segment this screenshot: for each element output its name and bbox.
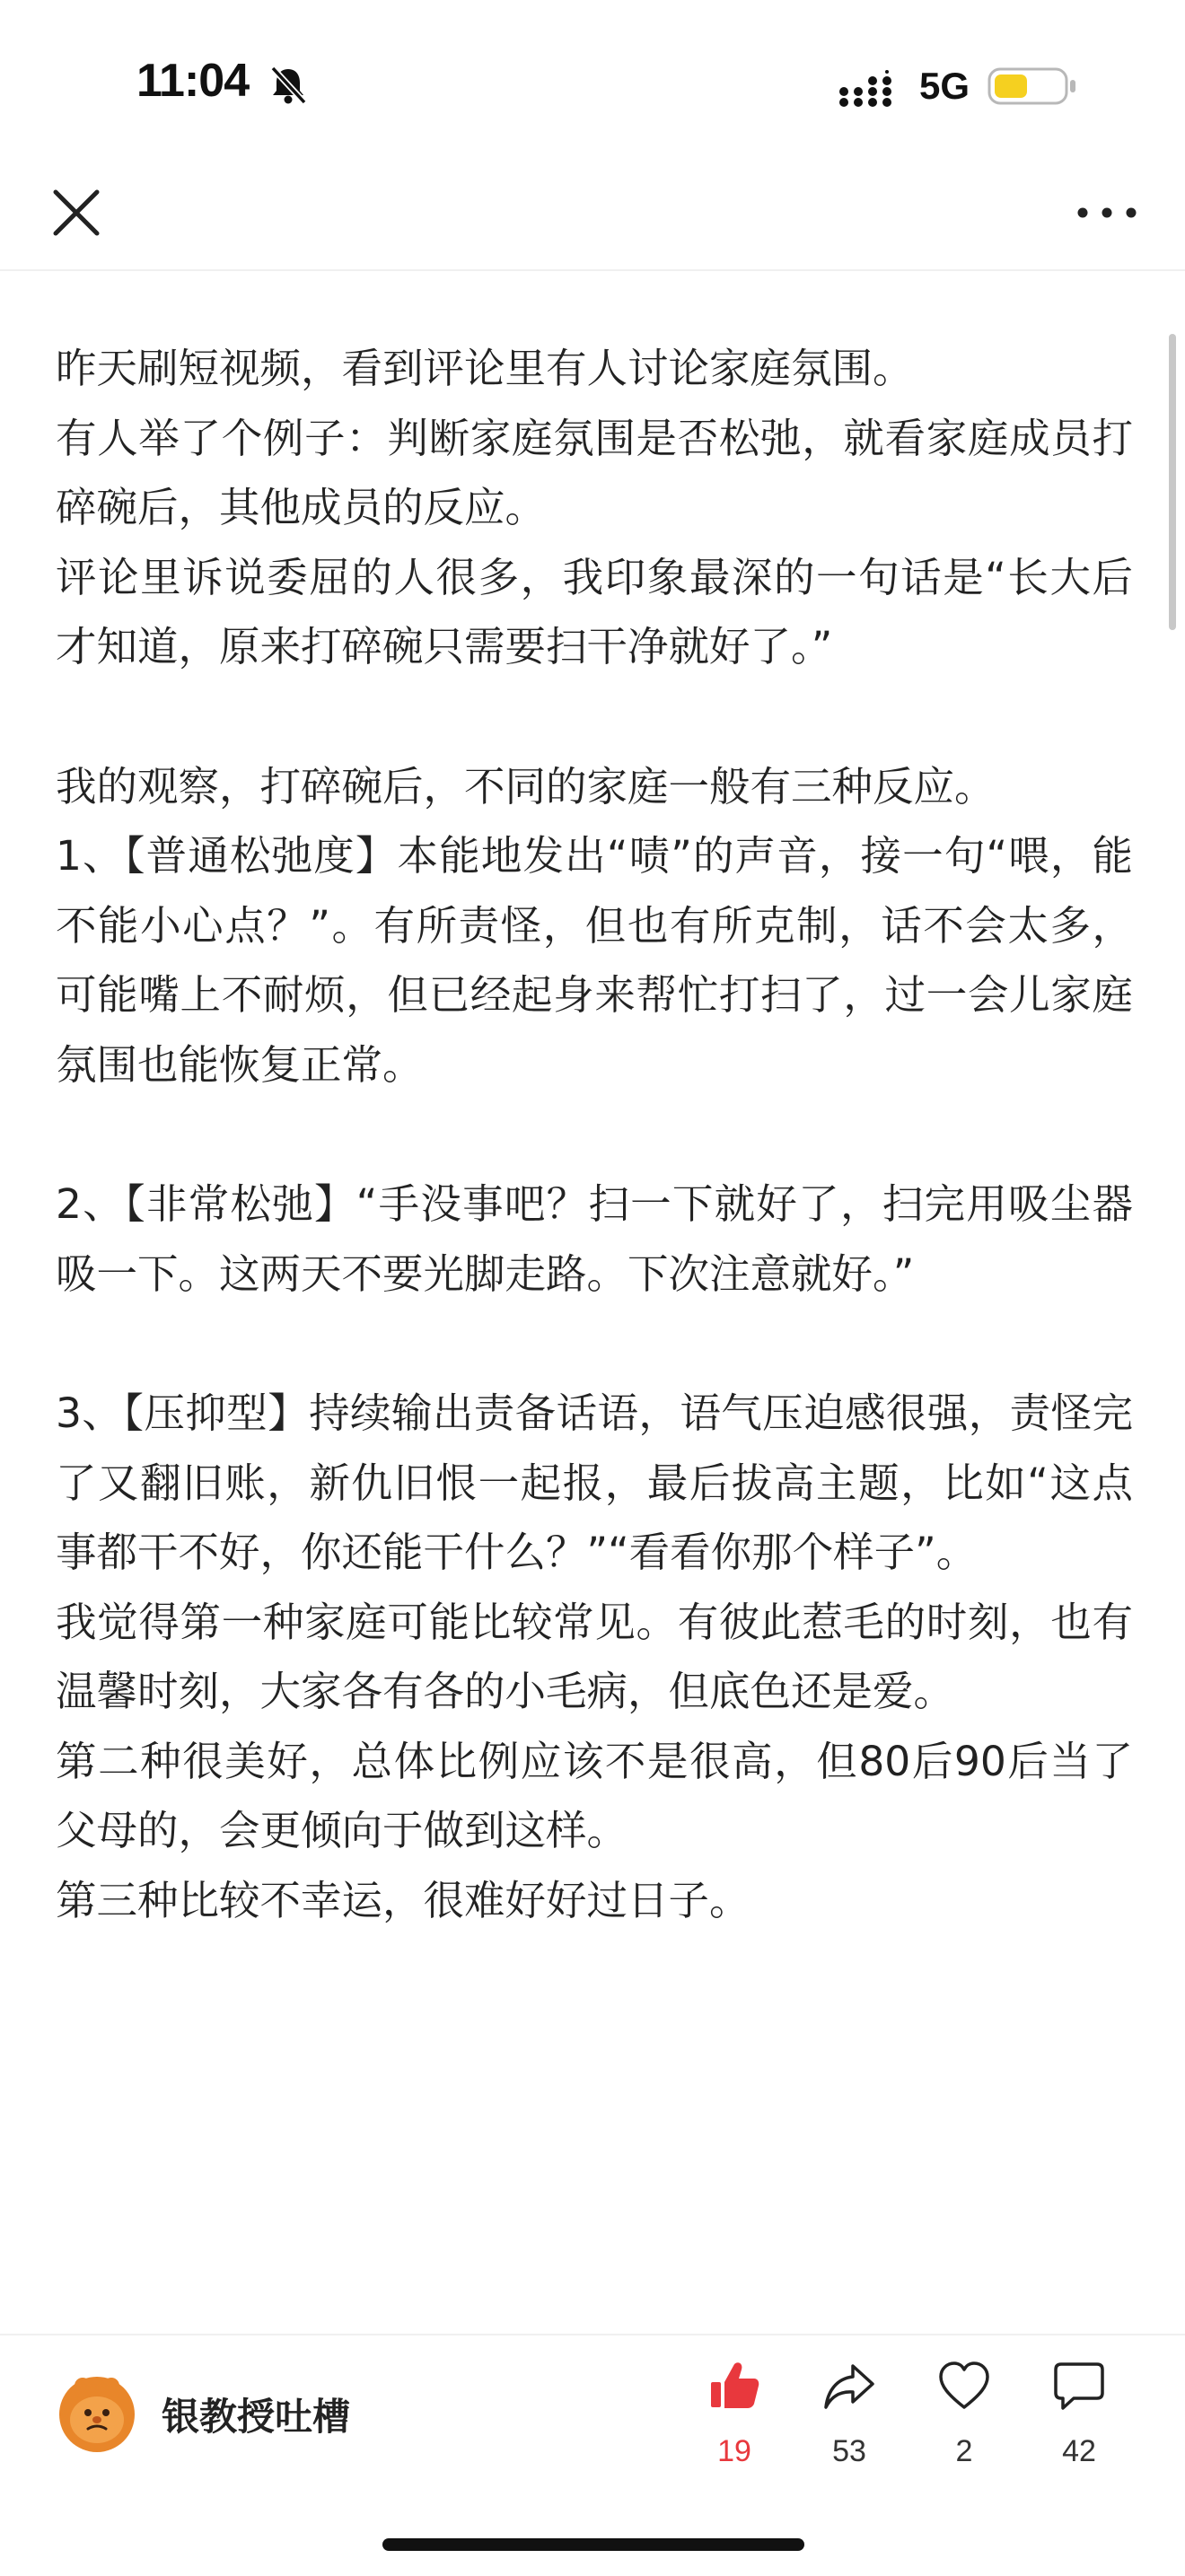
nav-header bbox=[0, 171, 1185, 271]
scrollbar[interactable] bbox=[1169, 334, 1176, 630]
paragraph-gap bbox=[56, 682, 1133, 752]
bell-off-icon bbox=[268, 65, 309, 106]
favorite-count: 2 bbox=[955, 2434, 973, 2468]
article-paragraph: 评论里诉说委屈的人很多，我印象最深的一句话是“长大后才知道，原来打碎碗只需要扫干净就好了。” bbox=[56, 553, 1133, 671]
status-time: 11:04 bbox=[136, 55, 250, 107]
article-paragraph: 昨天刷短视频，看到评论里有人讨论家庭氛围。 bbox=[56, 345, 914, 392]
close-icon bbox=[47, 183, 106, 242]
comment-icon bbox=[1052, 2359, 1106, 2413]
like-count: 19 bbox=[717, 2434, 751, 2468]
home-indicator[interactable] bbox=[382, 2538, 804, 2551]
article-paragraph: 我的观察，打碎碗后，不同的家庭一般有三种反应。 bbox=[56, 762, 996, 810]
heart-icon bbox=[937, 2359, 991, 2413]
paragraph-gap bbox=[56, 1309, 1133, 1379]
share-button[interactable] bbox=[795, 2359, 903, 2484]
more-button[interactable] bbox=[1074, 192, 1140, 233]
article-body bbox=[56, 334, 1133, 1936]
article-paragraph: 第三种比较不幸运，很难好好过日子。 bbox=[56, 1877, 750, 1925]
paragraph-gap bbox=[56, 1100, 1133, 1170]
article-paragraph: 第二种很美好，总体比例应该不是很高，但80后90后当了父母的，会更倾向于做到这样。 bbox=[56, 1737, 1133, 1855]
author-name[interactable]: 银教授吐槽 bbox=[162, 2395, 351, 2439]
article-paragraph: 1、【普通松弛度】本能地发出“啧”的声音，接一句“喂，能不能小心点？”。有所责怪，但也有所克制，话不会太多，可能嘴上不耐烦，但已经起身来帮忙打扫了，过一会儿家庭氛围也能恢复正常。 bbox=[56, 832, 1133, 1089]
share-icon bbox=[822, 2359, 876, 2413]
network-label: 5G bbox=[919, 65, 970, 107]
comment-button[interactable] bbox=[1025, 2359, 1133, 2484]
article-paragraph: 3、【压抑型】持续输出责备话语，语气压迫感很强，责怪完了又翻旧账，新仇旧恨一起报，最后拔高主题，比如“这点事都干不好，你还能干什么？”“看看你那个样子”。 bbox=[56, 1389, 1133, 1577]
battery-icon bbox=[988, 66, 1077, 106]
more-icon bbox=[1074, 192, 1140, 233]
article-paragraph: 2、【非常松弛】“手没事吧？扫一下就好了，扫完用吸尘器吸一下。这两天不要光脚走路。下次注意就好。” bbox=[56, 1180, 1133, 1298]
status-bar bbox=[0, 0, 1185, 171]
favorite-button[interactable] bbox=[910, 2359, 1018, 2484]
share-count: 53 bbox=[832, 2434, 866, 2468]
comment-count: 42 bbox=[1062, 2434, 1096, 2468]
like-button[interactable] bbox=[680, 2359, 788, 2484]
avatar[interactable] bbox=[56, 2371, 138, 2454]
signal-icon bbox=[838, 70, 901, 108]
thumbs-up-icon bbox=[707, 2359, 761, 2413]
article-paragraph: 有人举了个例子：判断家庭氛围是否松弛，就看家庭成员打碎碗后，其他成员的反应。 bbox=[56, 414, 1133, 532]
bottom-action-bar bbox=[0, 2334, 1185, 2576]
close-button[interactable] bbox=[47, 183, 106, 242]
article-paragraph: 我觉得第一种家庭可能比较常见。有彼此惹毛的时刻，也有温馨时刻，大家各有各的小毛病，但底色还是爱。 bbox=[56, 1598, 1133, 1716]
